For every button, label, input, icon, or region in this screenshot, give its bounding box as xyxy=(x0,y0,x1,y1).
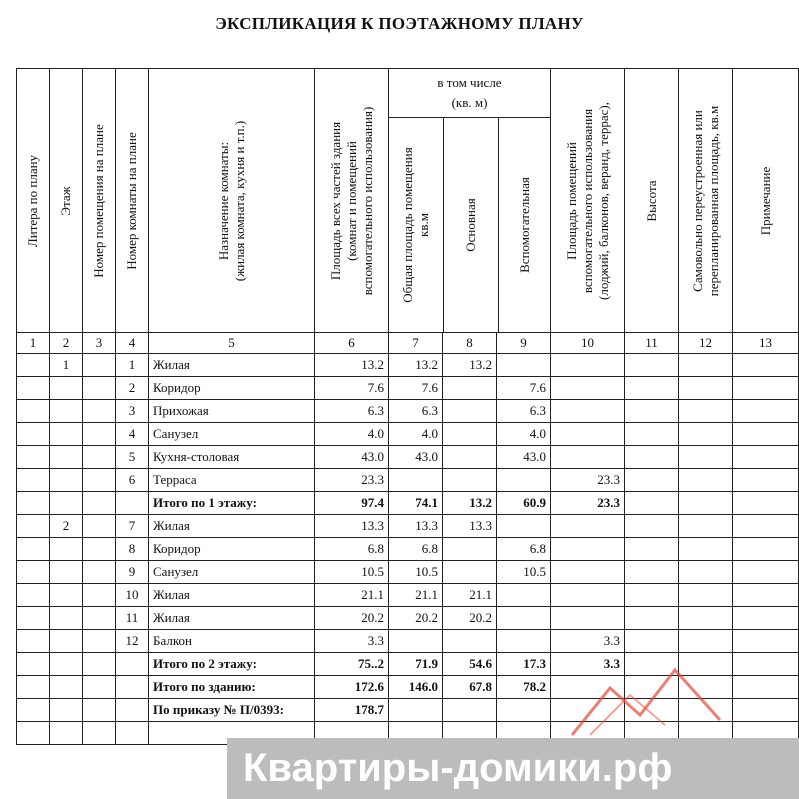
cell-total: 3.3 xyxy=(315,630,389,653)
cell-floor xyxy=(50,400,83,423)
empty-cell xyxy=(733,377,799,400)
cell-total: 10.5 xyxy=(315,561,389,584)
cell-room: 7 xyxy=(116,515,149,538)
cell-name: Жилая xyxy=(149,584,315,607)
cell-main xyxy=(443,469,497,492)
empty-cell xyxy=(625,446,679,469)
cell-ext: 3.3 xyxy=(551,630,625,653)
cell-name: Санузел xyxy=(149,423,315,446)
empty-cell xyxy=(733,492,799,515)
cell-main: 13.2 xyxy=(443,492,497,515)
empty-cell xyxy=(17,400,50,423)
cell-room: 11 xyxy=(116,607,149,630)
empty-cell xyxy=(679,400,733,423)
cell-main xyxy=(443,699,497,722)
table-row xyxy=(17,492,799,515)
header-main-area: Основная xyxy=(444,117,499,332)
cell-room xyxy=(116,492,149,515)
cell-total: 7.6 xyxy=(315,377,389,400)
cell-total: 178.7 xyxy=(315,699,389,722)
empty-cell xyxy=(625,561,679,584)
empty-cell xyxy=(679,561,733,584)
empty-cell xyxy=(625,584,679,607)
cell-ext xyxy=(551,607,625,630)
cell-name: Жилая xyxy=(149,607,315,630)
cell-room: 8 xyxy=(116,538,149,561)
cell-aux xyxy=(497,515,551,538)
header-height: Высота xyxy=(625,69,679,333)
table-row xyxy=(17,584,799,607)
cell-general: 20.2 xyxy=(389,607,443,630)
cell-room: 6 xyxy=(116,469,149,492)
cell-aux xyxy=(497,630,551,653)
col-number: 3 xyxy=(83,333,116,354)
empty-cell xyxy=(733,561,799,584)
table-row xyxy=(17,446,799,469)
cell-floor xyxy=(50,423,83,446)
header-room-number: Номер комнаты на плане xyxy=(116,69,149,333)
empty-cell xyxy=(679,538,733,561)
cell-general xyxy=(389,469,443,492)
col-number: 2 xyxy=(50,333,83,354)
empty-cell xyxy=(733,607,799,630)
empty-cell xyxy=(679,469,733,492)
empty-cell xyxy=(679,515,733,538)
cell-aux: 10.5 xyxy=(497,561,551,584)
cell-aux: 43.0 xyxy=(497,446,551,469)
cell-general: 10.5 xyxy=(389,561,443,584)
cell-general: 6.8 xyxy=(389,538,443,561)
col-number: 9 xyxy=(497,333,551,354)
empty-cell xyxy=(679,423,733,446)
empty-cell xyxy=(83,492,116,515)
empty-cell xyxy=(679,354,733,377)
header-row xyxy=(17,69,799,333)
cell-room: 9 xyxy=(116,561,149,584)
empty-cell xyxy=(625,515,679,538)
watermark-banner: Квартиры-домики.рф xyxy=(227,738,799,799)
empty-cell xyxy=(83,561,116,584)
cell-general: 71.9 xyxy=(389,653,443,676)
empty-cell xyxy=(625,630,679,653)
cell-floor xyxy=(50,446,83,469)
cell-floor xyxy=(50,584,83,607)
cell-total: 23.3 xyxy=(315,469,389,492)
cell-total: 6.3 xyxy=(315,400,389,423)
empty-cell xyxy=(17,354,50,377)
empty-cell xyxy=(733,584,799,607)
cell-floor xyxy=(50,492,83,515)
cell-ext xyxy=(551,584,625,607)
cell-total: 75..2 xyxy=(315,653,389,676)
cell-general xyxy=(389,630,443,653)
cell-room xyxy=(116,676,149,699)
cell-room xyxy=(116,722,149,745)
empty-cell xyxy=(17,561,50,584)
empty-cell xyxy=(733,354,799,377)
cell-room: 10 xyxy=(116,584,149,607)
cell-total: 4.0 xyxy=(315,423,389,446)
cell-total: 97.4 xyxy=(315,492,389,515)
table-row xyxy=(17,515,799,538)
cell-main xyxy=(443,630,497,653)
cell-total: 20.2 xyxy=(315,607,389,630)
empty-cell xyxy=(83,676,116,699)
table-row xyxy=(17,400,799,423)
empty-cell xyxy=(83,515,116,538)
empty-cell xyxy=(83,354,116,377)
header-aux-area: Вспомогательная xyxy=(499,117,550,332)
col-number: 1 xyxy=(17,333,50,354)
cell-floor: 2 xyxy=(50,515,83,538)
cell-total: 172.6 xyxy=(315,676,389,699)
empty-cell xyxy=(83,630,116,653)
cell-main: 67.8 xyxy=(443,676,497,699)
cell-main xyxy=(443,423,497,446)
cell-general: 146.0 xyxy=(389,676,443,699)
empty-cell xyxy=(17,377,50,400)
cell-floor xyxy=(50,722,83,745)
empty-cell xyxy=(17,515,50,538)
empty-cell xyxy=(83,722,116,745)
empty-cell xyxy=(733,630,799,653)
empty-cell xyxy=(625,607,679,630)
cell-room: 1 xyxy=(116,354,149,377)
col-number: 13 xyxy=(733,333,799,354)
cell-floor xyxy=(50,469,83,492)
empty-cell xyxy=(625,423,679,446)
cell-general: 74.1 xyxy=(389,492,443,515)
cell-name: Балкон xyxy=(149,630,315,653)
cell-main xyxy=(443,446,497,469)
table-row xyxy=(17,607,799,630)
cell-floor: 1 xyxy=(50,354,83,377)
empty-cell xyxy=(625,400,679,423)
table-row xyxy=(17,630,799,653)
empty-cell xyxy=(17,630,50,653)
cell-general: 7.6 xyxy=(389,377,443,400)
cell-name: Прихожая xyxy=(149,400,315,423)
cell-floor xyxy=(50,561,83,584)
cell-main: 21.1 xyxy=(443,584,497,607)
cell-aux xyxy=(497,584,551,607)
header-total-area: Площадь всех частей здания (комнат и помещений вспомогательного использования) xyxy=(315,69,389,333)
cell-general: 21.1 xyxy=(389,584,443,607)
col-number: 4 xyxy=(116,333,149,354)
cell-main xyxy=(443,377,497,400)
header-unauthorized-area: Самовольно переустроенная или перепланированная площадь, кв.м xyxy=(679,69,733,333)
cell-name: Коридор xyxy=(149,377,315,400)
header-including-group: в том числе (кв. м) Общая площадь помещения кв.м Основная Вспомогательная xyxy=(389,69,551,333)
cell-ext xyxy=(551,354,625,377)
cell-floor xyxy=(50,653,83,676)
cell-ext xyxy=(551,400,625,423)
cell-name: Кухня-столовая xyxy=(149,446,315,469)
cell-total: 21.1 xyxy=(315,584,389,607)
cell-ext: 23.3 xyxy=(551,492,625,515)
cell-room xyxy=(116,653,149,676)
empty-cell xyxy=(17,676,50,699)
cell-total: 6.8 xyxy=(315,538,389,561)
table-row xyxy=(17,469,799,492)
empty-cell xyxy=(625,377,679,400)
header-note: Примечание xyxy=(733,69,799,333)
cell-ext: 23.3 xyxy=(551,469,625,492)
cell-aux xyxy=(497,607,551,630)
cell-total: 43.0 xyxy=(315,446,389,469)
empty-cell xyxy=(679,607,733,630)
page-title: ЭКСПЛИКАЦИЯ К ПОЭТАЖНОМУ ПЛАНУ xyxy=(215,14,584,33)
cell-aux xyxy=(497,354,551,377)
col-number: 6 xyxy=(315,333,389,354)
cell-room: 4 xyxy=(116,423,149,446)
cell-aux xyxy=(497,699,551,722)
cell-general: 13.3 xyxy=(389,515,443,538)
empty-cell xyxy=(17,492,50,515)
cell-name: Итого по зданию: xyxy=(149,676,315,699)
empty-cell xyxy=(83,446,116,469)
empty-cell xyxy=(17,423,50,446)
empty-cell xyxy=(83,377,116,400)
cell-total: 13.3 xyxy=(315,515,389,538)
cell-name: Жилая xyxy=(149,515,315,538)
cell-floor xyxy=(50,538,83,561)
empty-cell xyxy=(679,630,733,653)
column-number-row xyxy=(17,333,799,354)
cell-main: 13.3 xyxy=(443,515,497,538)
cell-name: Коридор xyxy=(149,538,315,561)
cell-ext xyxy=(551,515,625,538)
empty-cell xyxy=(733,515,799,538)
cell-general: 4.0 xyxy=(389,423,443,446)
empty-cell xyxy=(679,584,733,607)
cell-aux xyxy=(497,469,551,492)
cell-room: 5 xyxy=(116,446,149,469)
table-row xyxy=(17,561,799,584)
cell-name: Санузел xyxy=(149,561,315,584)
table-row xyxy=(17,377,799,400)
empty-cell xyxy=(17,538,50,561)
header-general-area: Общая площадь помещения кв.м xyxy=(389,117,444,332)
cell-general: 13.2 xyxy=(389,354,443,377)
explication-table xyxy=(16,68,799,745)
cell-floor xyxy=(50,630,83,653)
empty-cell xyxy=(83,584,116,607)
cell-aux: 4.0 xyxy=(497,423,551,446)
col-number: 12 xyxy=(679,333,733,354)
cell-room: 12 xyxy=(116,630,149,653)
cell-name: Итого по 2 этажу: xyxy=(149,653,315,676)
cell-ext xyxy=(551,538,625,561)
table-row xyxy=(17,538,799,561)
cell-main xyxy=(443,400,497,423)
empty-cell xyxy=(83,653,116,676)
empty-cell xyxy=(17,584,50,607)
cell-floor xyxy=(50,676,83,699)
col-number: 7 xyxy=(389,333,443,354)
cell-main: 54.6 xyxy=(443,653,497,676)
cell-ext xyxy=(551,561,625,584)
empty-cell xyxy=(679,446,733,469)
cell-floor xyxy=(50,699,83,722)
cell-aux: 60.9 xyxy=(497,492,551,515)
col-number: 5 xyxy=(149,333,315,354)
col-number: 8 xyxy=(443,333,497,354)
empty-cell xyxy=(17,653,50,676)
empty-cell xyxy=(83,607,116,630)
empty-cell xyxy=(83,423,116,446)
cell-general: 43.0 xyxy=(389,446,443,469)
cell-main: 13.2 xyxy=(443,354,497,377)
empty-cell xyxy=(733,400,799,423)
col-number: 11 xyxy=(625,333,679,354)
empty-cell xyxy=(17,607,50,630)
cell-ext xyxy=(551,377,625,400)
cell-ext: 3.3 xyxy=(551,653,625,676)
empty-cell xyxy=(83,469,116,492)
house-logo-icon xyxy=(570,660,760,740)
empty-cell xyxy=(625,538,679,561)
table-row xyxy=(17,354,799,377)
cell-general: 6.3 xyxy=(389,400,443,423)
header-extra-area: Площадь помещений вспомогательного использования (лоджий, балконов, веранд, террас), xyxy=(551,69,625,333)
empty-cell xyxy=(625,469,679,492)
cell-aux: 17.3 xyxy=(497,653,551,676)
col-number: 10 xyxy=(551,333,625,354)
empty-cell xyxy=(83,538,116,561)
cell-aux: 7.6 xyxy=(497,377,551,400)
empty-cell xyxy=(83,699,116,722)
empty-cell xyxy=(733,538,799,561)
cell-room xyxy=(116,699,149,722)
cell-name: Жилая xyxy=(149,354,315,377)
empty-cell xyxy=(17,699,50,722)
empty-cell xyxy=(733,469,799,492)
cell-general xyxy=(389,699,443,722)
empty-cell xyxy=(625,354,679,377)
cell-room: 2 xyxy=(116,377,149,400)
empty-cell xyxy=(679,492,733,515)
cell-aux: 6.8 xyxy=(497,538,551,561)
empty-cell xyxy=(83,400,116,423)
header-litera: Литера по плану xyxy=(17,69,50,333)
header-floor: Этаж xyxy=(50,69,83,333)
cell-room: 3 xyxy=(116,400,149,423)
cell-aux: 6.3 xyxy=(497,400,551,423)
empty-cell xyxy=(679,377,733,400)
cell-aux: 78.2 xyxy=(497,676,551,699)
empty-cell xyxy=(17,469,50,492)
cell-floor xyxy=(50,377,83,400)
empty-cell xyxy=(733,446,799,469)
empty-cell xyxy=(17,446,50,469)
empty-cell xyxy=(733,423,799,446)
cell-name: По приказу № П/0393: xyxy=(149,699,315,722)
table-row xyxy=(17,423,799,446)
header-room-purpose: Назначение комнаты: (жилая комната, кухня и т.п.) xyxy=(149,69,315,333)
cell-name: Терраса xyxy=(149,469,315,492)
cell-name: Итого по 1 этажу: xyxy=(149,492,315,515)
empty-cell xyxy=(17,722,50,745)
cell-main: 20.2 xyxy=(443,607,497,630)
cell-floor xyxy=(50,607,83,630)
cell-ext xyxy=(551,446,625,469)
empty-cell xyxy=(625,492,679,515)
cell-total: 13.2 xyxy=(315,354,389,377)
cell-main xyxy=(443,561,497,584)
cell-ext xyxy=(551,423,625,446)
cell-main xyxy=(443,538,497,561)
header-premises-number: Номер помещения на плане xyxy=(83,69,116,333)
